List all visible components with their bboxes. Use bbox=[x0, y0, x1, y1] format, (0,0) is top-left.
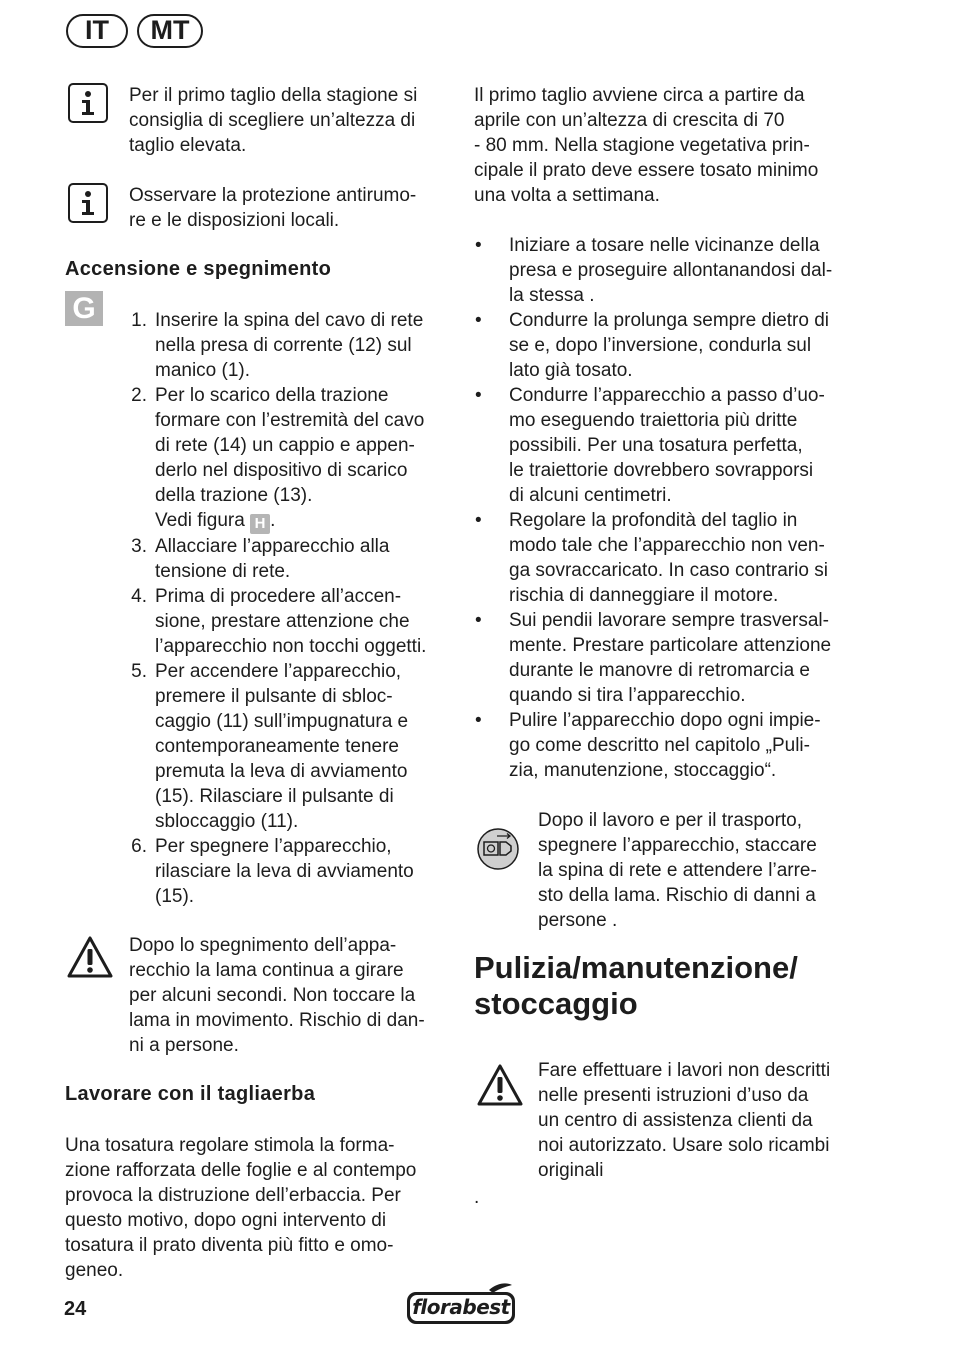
figure-badge-h: H bbox=[250, 514, 270, 534]
para-line: questo motivo, dopo ogni intervento di bbox=[65, 1210, 387, 1231]
warning-line: Fare effettuare i lavori non descritti bbox=[538, 1060, 831, 1081]
bullet-line: Sui pendii lavorare sempre trasversal- bbox=[509, 610, 829, 631]
info-icon bbox=[68, 83, 108, 123]
info-note-first-cut: Per il primo taglio della stagione si consiglia di scegliere un’altezza di taglio elevata. bbox=[129, 85, 418, 156]
page-number: 24 bbox=[64, 1298, 87, 1320]
bullet-line: possibili. Per una tosatura perfetta, bbox=[509, 435, 803, 456]
bullet-symbol: • bbox=[475, 510, 482, 531]
step-line: Inserire la spina del cavo di rete bbox=[155, 310, 424, 331]
bullet-line: zia, manutenzione, stoccaggio“. bbox=[509, 760, 777, 781]
step-line: Per lo scarico della trazione bbox=[155, 385, 389, 406]
bullet-item bbox=[475, 608, 869, 708]
bullet-item bbox=[475, 708, 869, 783]
intro-line: cipale il prato deve essere tosato minimo bbox=[474, 160, 819, 181]
see-figure-line bbox=[155, 508, 455, 534]
section-title-working: Lavorare con il tagliaerba bbox=[65, 1083, 316, 1105]
step-line: formare con l’estremità del cavo bbox=[155, 410, 425, 431]
step-number: 2. bbox=[131, 385, 147, 406]
florabest-logo bbox=[405, 1281, 517, 1327]
info-icon bbox=[68, 183, 108, 223]
bullet-item bbox=[475, 383, 869, 508]
intro-line: una volta a settimana. bbox=[474, 185, 660, 206]
step-line: premere il pulsante di sbloc- bbox=[155, 686, 393, 707]
bullet-symbol: • bbox=[475, 385, 482, 406]
bullet-line: le traiettorie dovrebbero sovrapporsi bbox=[509, 460, 814, 481]
info-note-noise-text: Osservare la protezione antirumo-re e le disposizioni locali. bbox=[129, 185, 417, 231]
step-line: sione, prestare attenzione che bbox=[155, 611, 410, 632]
florabest-logo-text: florabest bbox=[412, 1295, 510, 1319]
stray-dot: . bbox=[474, 1187, 480, 1208]
warning-line: recchio la lama continua a girare bbox=[129, 960, 404, 981]
para-line: provoca la distruzione dell’erbaccia. Per bbox=[65, 1185, 401, 1206]
unplug-note-text bbox=[538, 808, 858, 933]
bullet-line: di alcuni centimetri. bbox=[509, 485, 672, 506]
step-item bbox=[131, 659, 455, 834]
warning-line: nelle presenti istruzioni d’uso da bbox=[538, 1085, 809, 1106]
bullet-line: durante le manovre di retromarcia e bbox=[509, 660, 810, 681]
warning-line: per alcuni secondi. Non toccare la bbox=[129, 985, 416, 1006]
bullet-line: mo eseguendo traiettoria più dritte bbox=[509, 410, 798, 431]
bullet-symbol: • bbox=[475, 610, 482, 631]
step-line: (15). Rilasciare il pulsante di bbox=[155, 786, 394, 807]
step-line: manico (1). bbox=[155, 360, 251, 381]
warning-line: originali bbox=[538, 1160, 604, 1181]
bullet-line: Iniziare a tosare nelle vicinanze della bbox=[509, 235, 820, 256]
unplug-line: sto della lama. Rischio di danni a bbox=[538, 885, 816, 906]
warning-triangle-icon bbox=[66, 935, 114, 979]
step-line: Allacciare l’apparecchio alla bbox=[155, 536, 390, 557]
lang-badge-mt: MT bbox=[137, 14, 203, 48]
bullet-line: Regolare la profondità del taglio in bbox=[509, 510, 798, 531]
step-line: premuta la leva di avviamento bbox=[155, 761, 408, 782]
step-number: 6. bbox=[131, 836, 147, 857]
step-line: di rete (14) un cappio e appen- bbox=[155, 435, 415, 456]
step-number: 1. bbox=[131, 310, 147, 331]
steps-list bbox=[131, 308, 455, 909]
warning-line: un centro di assistenza clienti da bbox=[538, 1110, 813, 1131]
warning-line: noi autorizzato. Usare solo ricambi bbox=[538, 1135, 830, 1156]
intro-line: Il primo taglio avviene circa a partire da bbox=[474, 85, 805, 106]
see-figure-text: Vedi figura bbox=[155, 510, 251, 531]
lang-badge-it: IT bbox=[66, 14, 128, 48]
bullet-line: modo tale che l’apparecchio non ven- bbox=[509, 535, 825, 556]
bullet-line: mente. Prestare particolare attenzione bbox=[509, 635, 832, 656]
step-line: caggio (11) sull’impugnatura e bbox=[155, 711, 409, 732]
step-line: rilasciare la leva di avviamento bbox=[155, 861, 414, 882]
step-line: Per accendere l’apparecchio, bbox=[155, 661, 402, 682]
step-item bbox=[131, 584, 455, 659]
step-line: derlo nel dispositivo di scarico bbox=[155, 460, 408, 481]
step-number: 5. bbox=[131, 661, 147, 682]
bullet-symbol: • bbox=[475, 710, 482, 731]
bullet-symbol: • bbox=[475, 235, 482, 256]
see-figure-suffix: . bbox=[270, 510, 276, 531]
bullet-line: Condurre l’apparecchio a passo d’uo- bbox=[509, 385, 825, 406]
mowing-paragraph bbox=[65, 1133, 455, 1283]
title-line: Pulizia/manutenzione/ bbox=[474, 950, 798, 985]
bullet-line: rischia di danneggiare il motore. bbox=[509, 585, 779, 606]
warning-line: ni a persone. bbox=[129, 1035, 239, 1056]
step-line: Per spegnere l’apparecchio, bbox=[155, 836, 392, 857]
para-line: Una tosatura regolare stimola la forma- bbox=[65, 1135, 395, 1156]
title-line: stoccaggio bbox=[474, 986, 638, 1021]
info-note-noise bbox=[129, 183, 429, 233]
warning-line: lama in movimento. Rischio di dan- bbox=[129, 1010, 425, 1031]
step-line: della trazione (13). bbox=[155, 485, 313, 506]
unplug-icon bbox=[476, 827, 520, 871]
bullet-line: ga sovraccaricato. In caso contrario si bbox=[509, 560, 828, 581]
bullet-line: se e, dopo l’inversione, condurla sul bbox=[509, 335, 812, 356]
bullet-line: presa e proseguire allontanandosi dal- bbox=[509, 260, 833, 281]
step-line: Prima di procedere all’accen- bbox=[155, 586, 402, 607]
unplug-line: la spina di rete e attendere l’arre- bbox=[538, 860, 817, 881]
warning-blade-text bbox=[129, 933, 459, 1058]
step-line: sbloccaggio (11). bbox=[155, 811, 299, 832]
bullet-item bbox=[475, 308, 869, 383]
para-line: zione rafforzata delle foglie e al contempo bbox=[65, 1160, 417, 1181]
figure-badge-g: G bbox=[65, 291, 103, 326]
page-section-title bbox=[474, 950, 874, 1022]
step-item bbox=[131, 383, 455, 534]
step-number: 4. bbox=[131, 586, 147, 607]
warning-line: Dopo lo spegnimento dell’appa- bbox=[129, 935, 397, 956]
intro-line: aprile con un’altezza di crescita di 70 bbox=[474, 110, 785, 131]
step-item bbox=[131, 834, 455, 909]
step-item bbox=[131, 308, 455, 383]
intro-paragraph bbox=[474, 83, 874, 208]
bullet-line: la stessa . bbox=[509, 285, 595, 306]
bullet-line: lato già tosato. bbox=[509, 360, 633, 381]
step-item bbox=[131, 534, 455, 584]
step-line: contemporaneamente tenere bbox=[155, 736, 399, 757]
bullet-line: Condurre la prolunga sempre dietro di bbox=[509, 310, 830, 331]
tips-bullet-list bbox=[475, 233, 869, 783]
bullet-line: quando si tira l’apparecchio. bbox=[509, 685, 746, 706]
bullet-line: go come descritto nel capitolo „Puli- bbox=[509, 735, 810, 756]
unplug-line: persone . bbox=[538, 910, 618, 931]
para-line: geneo. bbox=[65, 1260, 124, 1281]
intro-line: - 80 mm. Nella stagione vegetativa prin- bbox=[474, 135, 810, 156]
unplug-line: Dopo il lavoro e per il trasporto, bbox=[538, 810, 803, 831]
bullet-item bbox=[475, 233, 869, 308]
step-line: tensione di rete. bbox=[155, 561, 291, 582]
warning-triangle-icon bbox=[476, 1063, 524, 1107]
para-line: tosatura il prato diventa più fitto e omo- bbox=[65, 1235, 394, 1256]
unplug-line: spegnere l’apparecchio, staccare bbox=[538, 835, 817, 856]
warning-service-text bbox=[538, 1058, 868, 1183]
step-line: (15). bbox=[155, 886, 195, 907]
step-number: 3. bbox=[131, 536, 147, 557]
bullet-symbol: • bbox=[475, 310, 482, 331]
bullet-item bbox=[475, 508, 869, 608]
bullet-line: Pulire l’apparecchio dopo ogni impie- bbox=[509, 710, 821, 731]
step-line: nella presa di corrente (12) sul bbox=[155, 335, 412, 356]
section-title-switch-on-off: Accensione e spegnimento bbox=[65, 258, 332, 280]
step-line: l’apparecchio non tocchi oggetti. bbox=[155, 636, 427, 657]
